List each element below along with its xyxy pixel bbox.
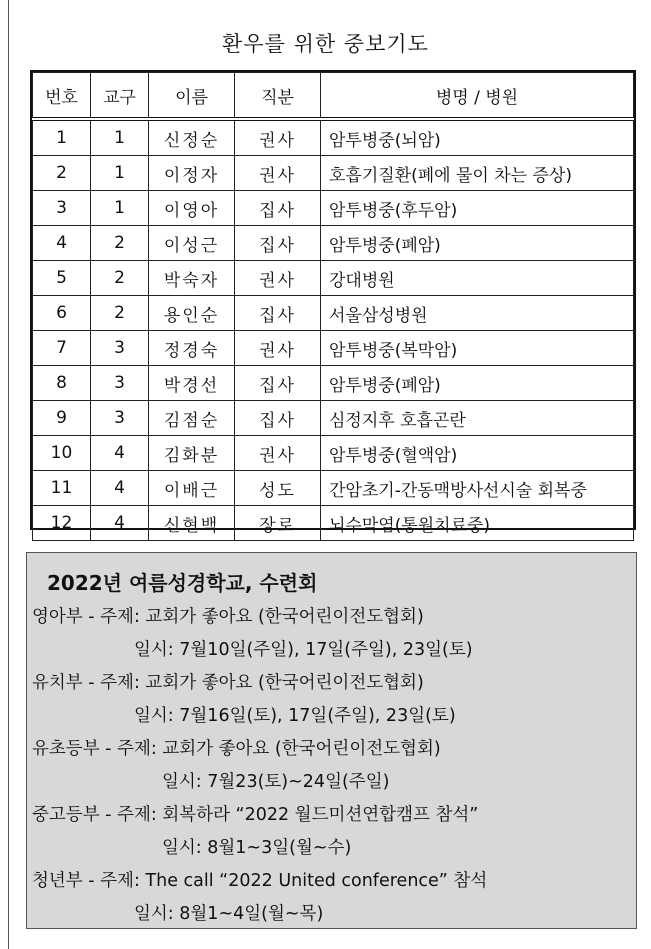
table-row [33, 506, 634, 541]
notice-line: 유초등부 - 주제: 교회가 좋아요 (한국어린이전도협회) [32, 739, 441, 759]
cell-disease: 호흡기질환(폐에 물이 차는 증상) [321, 156, 634, 191]
table-row [33, 331, 634, 366]
cell-number: 1 [33, 119, 91, 156]
notice-line: 유치부 - 주제: 교회가 좋아요 (한국어린이전도협회) [32, 673, 424, 693]
cell-name: 이성근 [149, 226, 235, 261]
notice-line: 일시: 7월23(토)~24일(주일) [162, 772, 390, 792]
cell-number: 11 [33, 471, 91, 506]
notice-line: 중고등부 - 주제: 회복하라 “2022 월드미션연합캠프 참석” [32, 805, 479, 825]
cell-name: 이배근 [149, 471, 235, 506]
cell-number: 2 [33, 156, 91, 191]
cell-disease: 암투병중(뇌암) [321, 119, 634, 156]
cell-number: 4 [33, 226, 91, 261]
cell-district: 2 [91, 296, 149, 331]
cell-district: 3 [91, 331, 149, 366]
cell-disease: 간암초기-간동맥방사선시술 회복중 [321, 471, 634, 506]
notice-line: 일시: 7월10일(주일), 17일(주일), 23일(토) [134, 640, 473, 660]
cell-title: 집사 [235, 401, 321, 436]
cell-title: 집사 [235, 366, 321, 401]
cell-district: 3 [91, 366, 149, 401]
cell-district: 4 [91, 506, 149, 541]
table-header-row [33, 73, 634, 120]
cell-number: 5 [33, 261, 91, 296]
cell-title: 권사 [235, 156, 321, 191]
cell-name: 이영아 [149, 191, 235, 226]
table-row [33, 401, 634, 436]
cell-disease: 강대병원 [321, 261, 634, 296]
cell-title: 권사 [235, 261, 321, 296]
cell-district: 3 [91, 401, 149, 436]
cell-number: 8 [33, 366, 91, 401]
cell-number: 3 [33, 191, 91, 226]
cell-title: 권사 [235, 436, 321, 471]
cell-district: 1 [91, 119, 149, 156]
cell-title: 집사 [235, 296, 321, 331]
cell-name: 이정자 [149, 156, 235, 191]
notice-title: 2022년 여름성경학교, 수련회 [47, 571, 318, 595]
cell-name: 정경숙 [149, 331, 235, 366]
table-row [33, 436, 634, 471]
header-disease: 병명 / 병원 [321, 73, 634, 120]
cell-title: 장로 [235, 506, 321, 541]
summer-program-notice [26, 552, 637, 929]
cell-disease: 암투병중(복막암) [321, 331, 634, 366]
cell-number: 7 [33, 331, 91, 366]
cell-disease: 암투병중(후두암) [321, 191, 634, 226]
notice-line: 청년부 - 주제: The call “2022 United conference” 참석 [32, 871, 488, 891]
cell-number: 12 [33, 506, 91, 541]
cell-name: 김화분 [149, 436, 235, 471]
table-row [33, 261, 634, 296]
cell-district: 2 [91, 226, 149, 261]
notice-line: 영아부 - 주제: 교회가 좋아요 (한국어린이전도협회) [32, 607, 424, 627]
header-district: 교구 [91, 73, 149, 120]
table-row [33, 366, 634, 401]
cell-number: 6 [33, 296, 91, 331]
table-row [33, 296, 634, 331]
cell-name: 김점순 [149, 401, 235, 436]
left-margin-rule [8, 0, 9, 949]
cell-title: 집사 [235, 191, 321, 226]
page-title: 환우를 위한 중보기도 [222, 32, 429, 56]
cell-name: 박숙자 [149, 261, 235, 296]
cell-title: 권사 [235, 331, 321, 366]
cell-name: 용인순 [149, 296, 235, 331]
cell-disease: 암투병중(폐암) [321, 226, 634, 261]
table-row [33, 119, 634, 156]
cell-title: 권사 [235, 119, 321, 156]
cell-title: 성도 [235, 471, 321, 506]
cell-title: 집사 [235, 226, 321, 261]
cell-district: 1 [91, 191, 149, 226]
notice-line: 일시: 8월1~3일(월~수) [162, 838, 352, 858]
notice-line: 일시: 7월16일(토), 17일(주일), 23일(토) [134, 706, 456, 726]
header-name: 이름 [149, 73, 235, 120]
table-row [33, 191, 634, 226]
header-title: 직분 [235, 73, 321, 120]
cell-disease: 뇌수막염(통원치료중) [321, 506, 634, 541]
cell-district: 4 [91, 471, 149, 506]
header-number: 번호 [33, 73, 91, 120]
cell-number: 10 [33, 436, 91, 471]
cell-disease: 심정지후 호흡곤란 [321, 401, 634, 436]
cell-disease: 암투병중(폐암) [321, 366, 634, 401]
prayer-table [30, 70, 636, 536]
table-row [33, 226, 634, 261]
cell-name: 박경선 [149, 366, 235, 401]
cell-disease: 암투병중(혈액암) [321, 436, 634, 471]
cell-district: 2 [91, 261, 149, 296]
table-row [33, 156, 634, 191]
cell-district: 4 [91, 436, 149, 471]
cell-number: 9 [33, 401, 91, 436]
notice-line: 일시: 8월1~4일(월~목) [134, 904, 324, 924]
cell-name: 신정순 [149, 119, 235, 156]
cell-district: 1 [91, 156, 149, 191]
cell-disease: 서울삼성병원 [321, 296, 634, 331]
cell-name: 신현백 [149, 506, 235, 541]
table-row [33, 471, 634, 506]
